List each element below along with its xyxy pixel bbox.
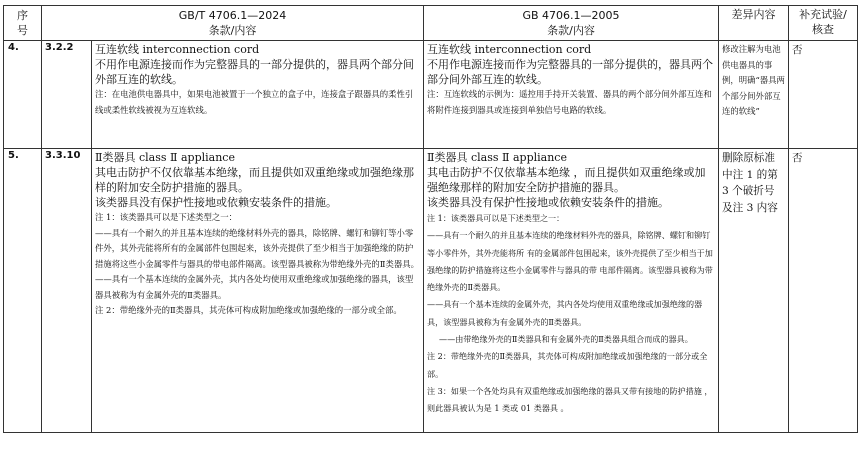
term-note: 注 3：如果一个各处均具有双重绝缘或加强绝缘的器具又带有接地的防护措施 ，则此器具被认为是 1 类或 01 类器具 。: [427, 385, 713, 414]
header-old-standard: [424, 6, 719, 41]
header-extra-line1: 补充试验/: [799, 8, 847, 21]
term-definition-2: 该类器具没有保护性接地或依赖安装条件的措施。: [95, 196, 337, 209]
header-extra-line2: 核查: [812, 23, 835, 36]
term-definition-2: 该类器具没有保护性接地或依赖安装条件的措施。: [427, 196, 670, 209]
header-extra: [789, 6, 858, 41]
old-content-cell: [424, 149, 719, 433]
term-title: 互连软线 interconnection cord: [95, 43, 260, 56]
term-title: Ⅱ类器具 class Ⅱ appliance: [95, 151, 235, 164]
extra-check-cell: 否: [789, 149, 858, 433]
term-definition: 不用作电源连接而作为完整器具的一部分提供的，器具两个部分间外部互连的软线。: [427, 58, 714, 86]
header-new-standard: [42, 6, 424, 41]
comparison-table: [3, 5, 858, 433]
extra-check-cell: 否: [789, 41, 858, 149]
header-seq: [4, 6, 42, 41]
term-note: 注 1：该类器具可以是下述类型之一：: [95, 212, 237, 222]
term-note: ——具有一个耐久的并且基本连续的绝缘材料外壳的器具，除铭牌、螺钉和铆钉等小零件外，其外壳能将所 有的金属部件包围起来，该外壳提供了至少相当于加强绝缘的防护措施将这些小金属零件与器具的带 电部件隔离。该型器具被称为带绝缘外壳的Ⅱ类器具。: [427, 230, 713, 293]
header-seq-line1: 序: [17, 9, 28, 22]
term-note: 注 2：带绝缘外壳的Ⅱ类器具，其壳体可构成附加绝缘或加强绝缘的一部分或全部。: [95, 305, 402, 315]
new-content-cell: [92, 41, 424, 149]
header-seq-line2: 号: [17, 24, 28, 37]
new-content-cell: [92, 149, 424, 433]
term-note: ——由带绝缘外壳的Ⅱ类器具和有金属外壳的Ⅱ类器具组合而成的器具。: [439, 334, 693, 345]
term-note: 注：互连软线的示例为：遥控用手持开关装置、器具的两个部分间外部互连和将附件连接到器具或连接到单独信号电路的软线。: [427, 89, 712, 115]
term-note: 注：在电池供电器具中，如果电池被置于一个独立的盒子中，连接盒子跟器具的柔性引线或柔性软线被视为互连软线。: [95, 89, 414, 115]
term-definition: 其电击防护不仅依靠基本绝缘 ，而且提供如双重绝缘或加强绝缘那样的附加安全防护措施的器具。: [427, 166, 706, 194]
header-old-standard-code: GB 4706.1—2005: [522, 9, 620, 22]
header-new-standard-sub: 条款/内容: [208, 24, 257, 37]
term-note: ——具有一个耐久的并且基本连续的绝缘材料外壳的器具，除铭牌、螺钉和铆钉等小零件外，其外壳能将所有的金属部件包围起来，该外壳提供了至少相当于加强绝缘的防护措施将这些小金属零件与器具的带电部件隔离。该型器具被称为带绝缘外壳的Ⅱ类器具。: [95, 227, 419, 269]
old-content-cell: [424, 41, 719, 149]
clause-number: 3.3.10: [42, 149, 92, 433]
term-note: 注 1：该类器具可以是下述类型之一：: [427, 213, 565, 223]
row-number: 5.: [4, 149, 42, 433]
term-title: Ⅱ类器具 class Ⅱ appliance: [427, 151, 567, 164]
header-old-standard-sub: 条款/内容: [547, 24, 595, 37]
header-new-standard-code: GB/T 4706.1—2024: [178, 9, 287, 22]
table-row: [4, 149, 858, 433]
header-diff-label: 差异内容: [731, 8, 776, 21]
clause-number: 3.2.2: [42, 41, 92, 149]
term-note: ——具有一个基本连续的金属外壳，其内各处均使用双重绝缘或加强绝缘的器具，该型器具被称为有金属外壳的Ⅱ类器具。: [95, 274, 414, 300]
term-title: 互连软线 interconnection cord: [427, 43, 592, 56]
header-row: [4, 6, 858, 41]
term-note: ——具有一个基本连续的金属外壳，其内各处均使用双重绝缘或加强绝缘的器具，该型器具被称为有金属外壳的Ⅱ类器具。: [427, 299, 703, 327]
diff-cell: 删除原标准中注 1 的第 3 个破折号及注 3 内容: [719, 149, 789, 433]
diff-cell: 修改注解为电池供电器具的事例，明确“器具两个部分间外部互连的软线”: [719, 41, 789, 149]
header-diff: [719, 6, 789, 41]
table-row: [4, 41, 858, 149]
term-definition: 不用作电源连接而作为完整器具的一部分提供的，器具两个部分间外部互连的软线。: [95, 58, 414, 86]
term-definition: 其电击防护不仅依靠基本绝缘，而且提供如双重绝缘或加强绝缘那样的附加安全防护措施的器具。: [95, 166, 414, 194]
row-number: 4.: [4, 41, 42, 149]
term-note: 注 2：带绝缘外壳的Ⅱ类器具，其壳体可构成附加绝缘或加强绝缘的一部分或全部。: [427, 351, 708, 379]
